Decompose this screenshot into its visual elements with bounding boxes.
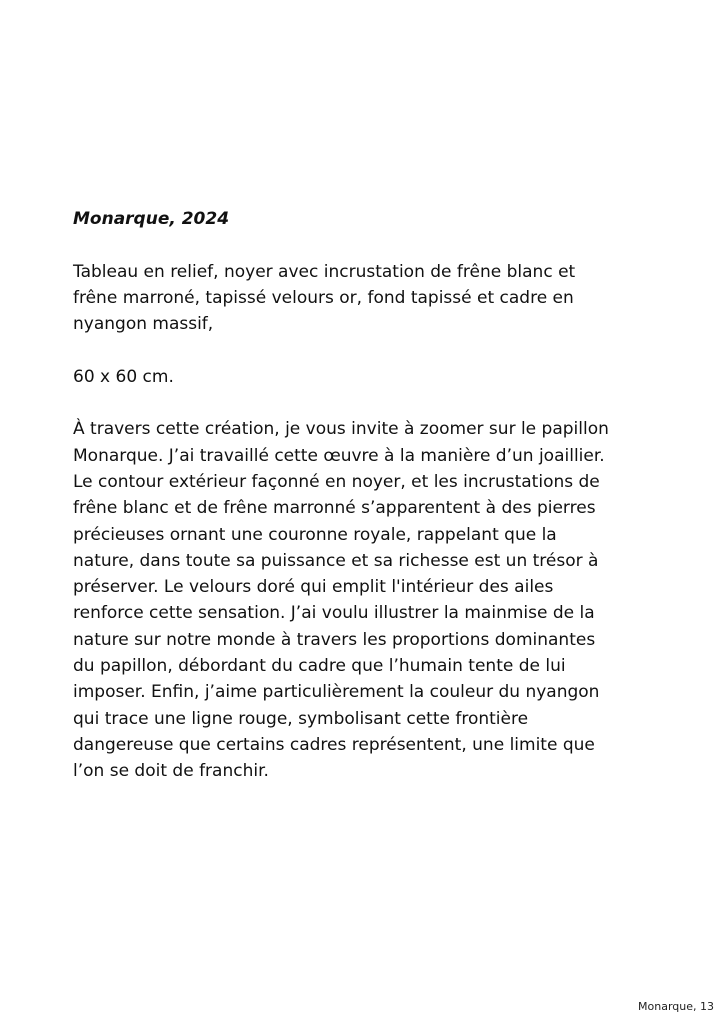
statement-line: précieuses ornant une couronne royale, rappelant que la — [73, 524, 557, 545]
artwork-statement — [73, 416, 653, 784]
statement-line: Monarque. J’ai travaillé cette œuvre à la manière d’un joaillier. — [73, 445, 605, 466]
description-line: frêne marroné, tapissé velours or, fond tapissé et cadre en — [73, 287, 574, 308]
spacer — [73, 337, 653, 363]
artwork-dimensions: 60 x 60 cm. — [73, 366, 174, 387]
statement-line: préserver. Le velours doré qui emplit l'intérieur des ailes — [73, 577, 554, 598]
statement-line: renforce cette sensation. J’ai voulu illustrer la mainmise de la — [73, 603, 595, 624]
statement-line: frêne blanc et de frêne marronné s’apparentent à des pierres — [73, 498, 596, 519]
description-line: nyangon massif, — [73, 314, 214, 335]
statement-line: Le contour extérieur façonné en noyer, et les incrustations de — [73, 471, 600, 492]
statement-line: dangereuse que certains cadres représentent, une limite que — [73, 734, 595, 755]
artwork-text-block — [73, 206, 653, 785]
statement-line: nature sur notre monde à travers les proportions dominantes — [73, 629, 596, 650]
description-line: Tableau en relief, noyer avec incrustation de frêne blanc et — [73, 261, 576, 282]
statement-line: qui trace une ligne rouge, symbolisant cette frontière — [73, 708, 529, 729]
spacer — [73, 390, 653, 416]
statement-line: imposer. Enfin, j’aime particulièrement la couleur du nyangon — [73, 682, 600, 703]
artwork-title: Monarque, 2024 — [73, 209, 230, 229]
page-footer: Monarque, 13 — [638, 1000, 714, 1013]
artwork-description — [73, 259, 653, 338]
statement-line: du papillon, débordant du cadre que l’humain tente de lui — [73, 656, 566, 677]
statement-line: nature, dans toute sa puissance et sa richesse est un trésor à — [73, 550, 599, 571]
statement-line: l’on se doit de franchir. — [73, 761, 269, 782]
spacer — [73, 232, 653, 258]
statement-line: À travers cette création, je vous invite à zoomer sur le papillon — [73, 419, 609, 440]
